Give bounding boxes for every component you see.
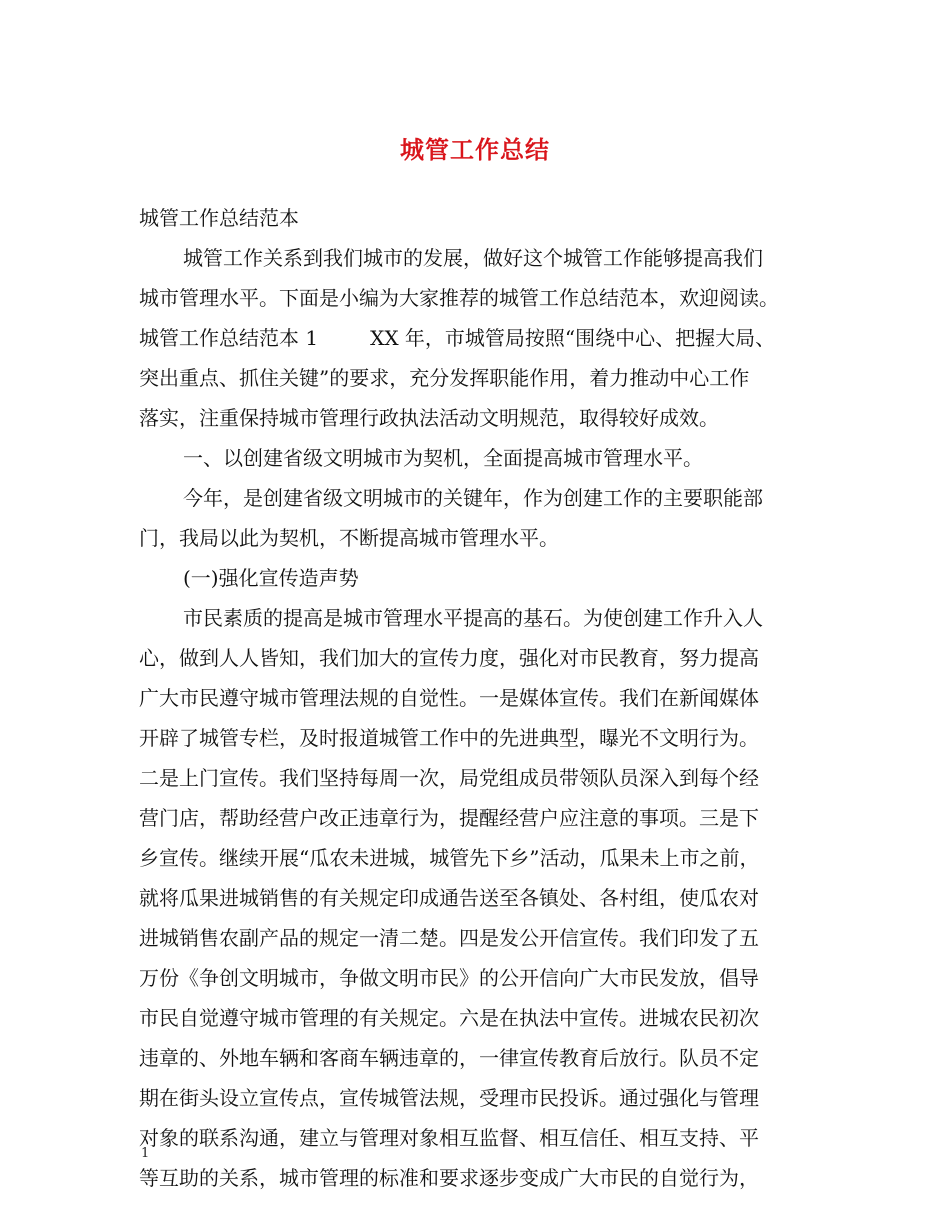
text-line: 二是上门宣传。我们坚持每周一次，局党组成员带领队员深入到每个经	[139, 766, 759, 790]
text-line: 城管工作关系到我们城市的发展，做好这个城管工作能够提高我们	[183, 246, 763, 270]
text-line: 乡宣传。继续开展“瓜农未进城，城管先下乡”活动，瓜果未上市之前，	[139, 846, 760, 870]
text-line: 就将瓜果进城销售的有关规定印成通告送至各镇处、各村组，使瓜农对	[139, 886, 759, 910]
text-line: 城市管理水平。下面是小编为大家推荐的城管工作总结范本，欢迎阅读。	[139, 286, 779, 310]
text-line: 门，我局以此为契机，不断提高城市管理水平。	[139, 526, 559, 550]
text-line: 市民素质的提高是城市管理水平提高的基石。为使创建工作升入人	[183, 606, 763, 630]
text-line: 突出重点、抓住关键”的要求，充分发挥职能作用，着力推动中心工作	[139, 366, 750, 390]
text-line: 城管工作总结范本	[139, 206, 299, 230]
text-line-part: XX 年，市城管局按照“围绕中心、把握大局、	[370, 326, 776, 350]
text-line: 等互助的关系，城市管理的标准和要求逐步变成广大市民的自觉行为，	[139, 1166, 759, 1190]
text-line: 心，做到人人皆知，我们加大的宣传力度，强化对市民教育，努力提高	[139, 646, 759, 670]
text-line	[139, 318, 829, 358]
text-line: 进城销售农副产品的规定一清二楚。四是发公开信宣传。我们印发了五	[139, 926, 759, 950]
text-line: 今年，是创建省级文明城市的关键年，作为创建工作的主要职能部	[183, 486, 763, 510]
text-line: 万份《争创文明城市，争做文明市民》的公开信向广大市民发放，倡导	[139, 966, 759, 990]
text-line-part: 城管工作总结范本 1	[139, 326, 319, 350]
document-title: 城管工作总结	[400, 135, 550, 164]
text-line: 广大市民遵守城市管理法规的自觉性。一是媒体宣传。我们在新闻媒体	[139, 686, 759, 710]
text-line: (一)强化宣传造声势	[183, 566, 359, 590]
text-line: 营门店，帮助经营户改正违章行为，提醒经营户应注意的事项。三是下	[139, 806, 759, 830]
document-body	[139, 198, 829, 1198]
text-line: 市民自觉遵守城市管理的有关规定。六是在执法中宣传。进城农民初次	[139, 1006, 759, 1030]
text-line: 落实，注重保持城市管理行政执法活动文明规范，取得较好成效。	[139, 406, 719, 430]
text-line: 一、以创建省级文明城市为契机，全面提高城市管理水平。	[183, 446, 703, 470]
text-line: 期在街头设立宣传点，宣传城管法规，受理市民投诉。通过强化与管理	[139, 1086, 759, 1110]
text-line: 开辟了城管专栏，及时报道城管工作中的先进典型，曝光不文明行为。	[139, 726, 759, 750]
page-number: 1	[141, 1146, 150, 1161]
text-line: 对象的联系沟通，建立与管理对象相互监督、相互信任、相互支持、平	[139, 1126, 759, 1150]
text-line: 违章的、外地车辆和客商车辆违章的，一律宣传教育后放行。队员不定	[139, 1046, 759, 1070]
